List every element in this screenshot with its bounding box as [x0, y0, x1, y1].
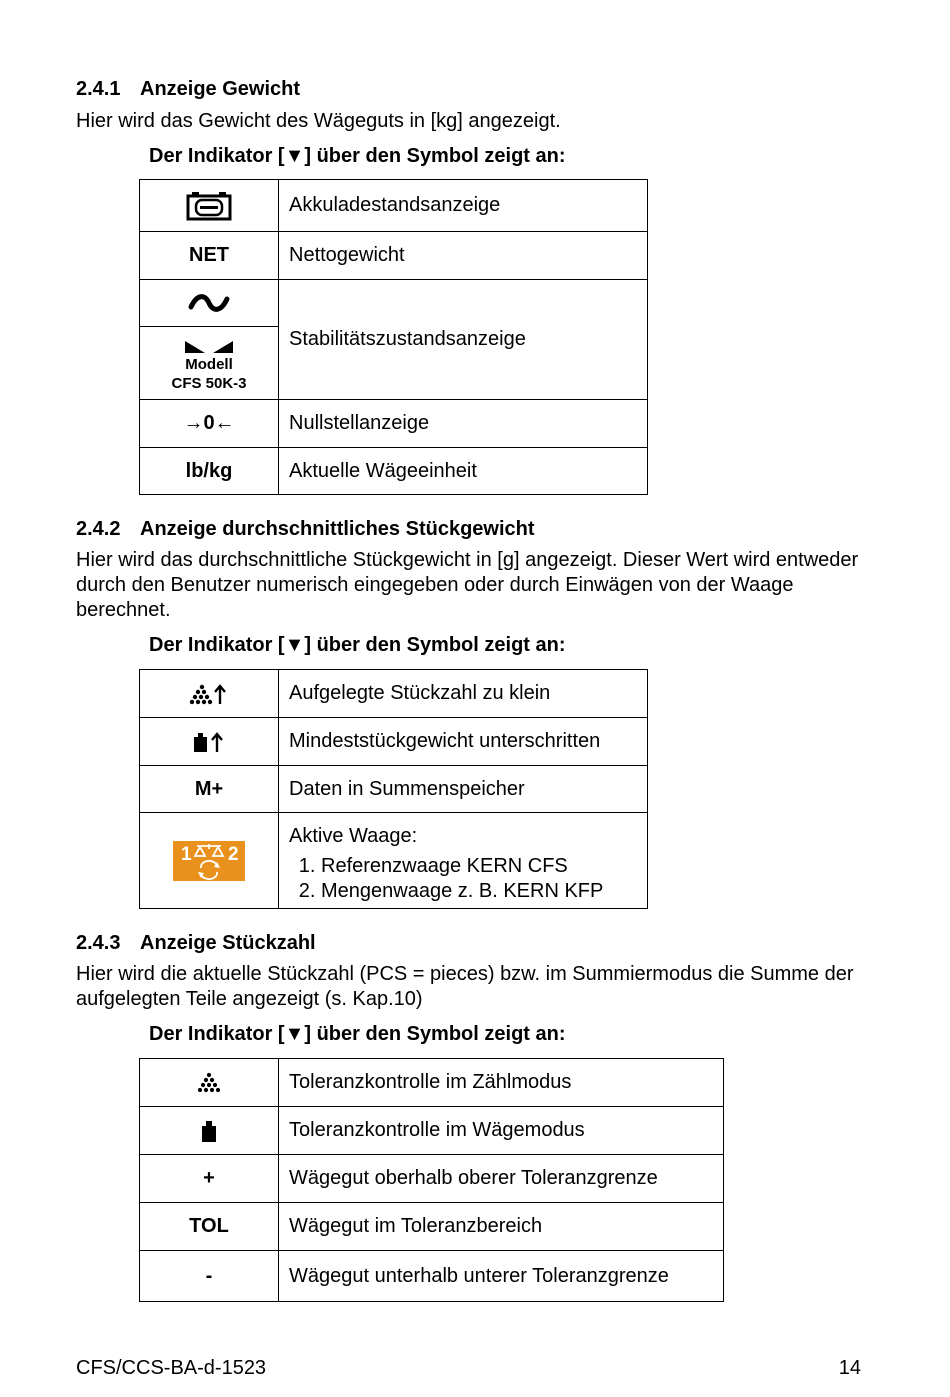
- symbol-cell: TOL: [140, 1203, 279, 1251]
- symbol-cell: [140, 1107, 279, 1155]
- description-cell: Aufgelegte Stückzahl zu klein: [279, 670, 648, 718]
- description-cell: Toleranzkontrolle im Zählmodus: [279, 1059, 724, 1107]
- symbol-cell: [140, 400, 279, 448]
- symbol-cell: [140, 813, 279, 909]
- section-heading-2-4-2: [76, 518, 535, 541]
- weight-up-arrow-icon: [192, 731, 226, 753]
- symbol-table-piece-weight: [139, 669, 648, 909]
- symbol-cell: -: [140, 1251, 279, 1302]
- active-scale-list: [289, 854, 647, 904]
- symbol-cell: [140, 180, 279, 232]
- description-cell: Daten in Summenspeicher: [279, 766, 648, 813]
- pieces-up-arrow-icon: [189, 683, 229, 705]
- symbol-cell: [140, 1059, 279, 1107]
- model-label-1: Modell: [185, 356, 233, 373]
- weight-icon: [200, 1119, 218, 1143]
- table-row: [140, 718, 648, 766]
- description-cell: Nullstellanzeige: [279, 400, 648, 448]
- table-row: [140, 1155, 724, 1203]
- battery-icon: [186, 191, 232, 221]
- table-row: [140, 1059, 724, 1107]
- active-scale-icon: [173, 841, 245, 881]
- symbol-cell: NET: [140, 232, 279, 280]
- table-row: [140, 670, 648, 718]
- indicator-caption: Der Indikator [▼] über den Symbol zeigt an:: [149, 1023, 566, 1045]
- footer-doc-id: CFS/CCS-BA-d-1523: [76, 1357, 267, 1379]
- description-cell: Wägegut im Toleranzbereich: [279, 1203, 724, 1251]
- indicator-caption: Der Indikator [▼] über den Symbol zeigt an:: [149, 145, 566, 167]
- table-row: [140, 232, 648, 280]
- model-label-2: CFS 50K-3: [171, 375, 247, 392]
- table-row: [140, 448, 648, 495]
- table-row: [140, 400, 648, 448]
- active-scale-left-number: 1: [181, 843, 192, 865]
- pieces-pile-icon: [197, 1072, 221, 1094]
- list-item: 1. Referenzwaage KERN CFS: [321, 854, 647, 879]
- symbol-cell: [140, 327, 279, 400]
- table-row: [140, 1251, 724, 1302]
- description-cell: Toleranzkontrolle im Wägemodus: [279, 1107, 724, 1155]
- section-heading-2-4-1: [76, 78, 300, 101]
- active-scale-right-number: 2: [228, 843, 239, 865]
- description-cell: Akkuladestandsanzeige: [279, 180, 648, 232]
- tilde-stability-icon: [187, 292, 231, 314]
- indicator-caption: Der Indikator [▼] über den Symbol zeigt an:: [149, 634, 566, 656]
- section-heading-2-4-3: [76, 932, 316, 955]
- symbol-table-count: [139, 1058, 724, 1302]
- symbol-cell: [140, 718, 279, 766]
- table-row: [140, 280, 648, 327]
- table-row: [140, 1107, 724, 1155]
- symbol-cell: M+: [140, 766, 279, 813]
- description-cell: Mindeststückgewicht unterschritten: [279, 718, 648, 766]
- table-row: [140, 766, 648, 813]
- symbol-table-weight: [139, 179, 648, 495]
- section-text: Hier wird das durchschnittliche Stückgewicht in [g] angezeigt. Dieser Wert wird entweder durch den Benutzer numerisch eingegeben oder durch Einwägen von der Waage berechnet.: [76, 549, 859, 621]
- description-cell: Aktuelle Wägeeinheit: [279, 448, 648, 495]
- symbol-cell: [140, 280, 279, 327]
- active-scale-title: Aktive Waage:: [289, 825, 418, 847]
- zero-indicator-icon: →0←: [183, 412, 235, 434]
- section-number: 2.4.1: [76, 78, 121, 100]
- description-cell: Wägegut unterhalb unterer Toleranzgrenze: [279, 1251, 724, 1302]
- triangle-marks-icon: [183, 339, 235, 355]
- list-item: 2. Mengenwaage z. B. KERN KFP: [321, 879, 647, 904]
- section-title: Anzeige Stückzahl: [140, 932, 316, 954]
- table-row: [140, 180, 648, 232]
- section-number: 2.4.3: [76, 932, 121, 954]
- symbol-cell: +: [140, 1155, 279, 1203]
- section-text: Hier wird das Gewicht des Wägeguts in [kg] angezeigt.: [76, 110, 561, 132]
- symbol-cell: lb/kg: [140, 448, 279, 495]
- description-cell: Wägegut oberhalb oberer Toleranzgrenze: [279, 1155, 724, 1203]
- page-number: 14: [838, 1357, 861, 1379]
- description-cell: Stabilitätszustandsanzeige: [279, 280, 648, 400]
- section-number: 2.4.2: [76, 518, 121, 540]
- table-row: [140, 1203, 724, 1251]
- table-row: [140, 813, 648, 909]
- symbol-cell: [140, 670, 279, 718]
- section-title: Anzeige Gewicht: [140, 78, 301, 100]
- description-cell: Nettogewicht: [279, 232, 648, 280]
- section-title: Anzeige durchschnittliches Stückgewicht: [140, 518, 535, 540]
- section-text: Hier wird die aktuelle Stückzahl (PCS = pieces) bzw. im Summiermodus die Summe der aufgelegten Teile angezeigt (s. Kap.10): [76, 963, 854, 1010]
- description-cell: [279, 813, 648, 909]
